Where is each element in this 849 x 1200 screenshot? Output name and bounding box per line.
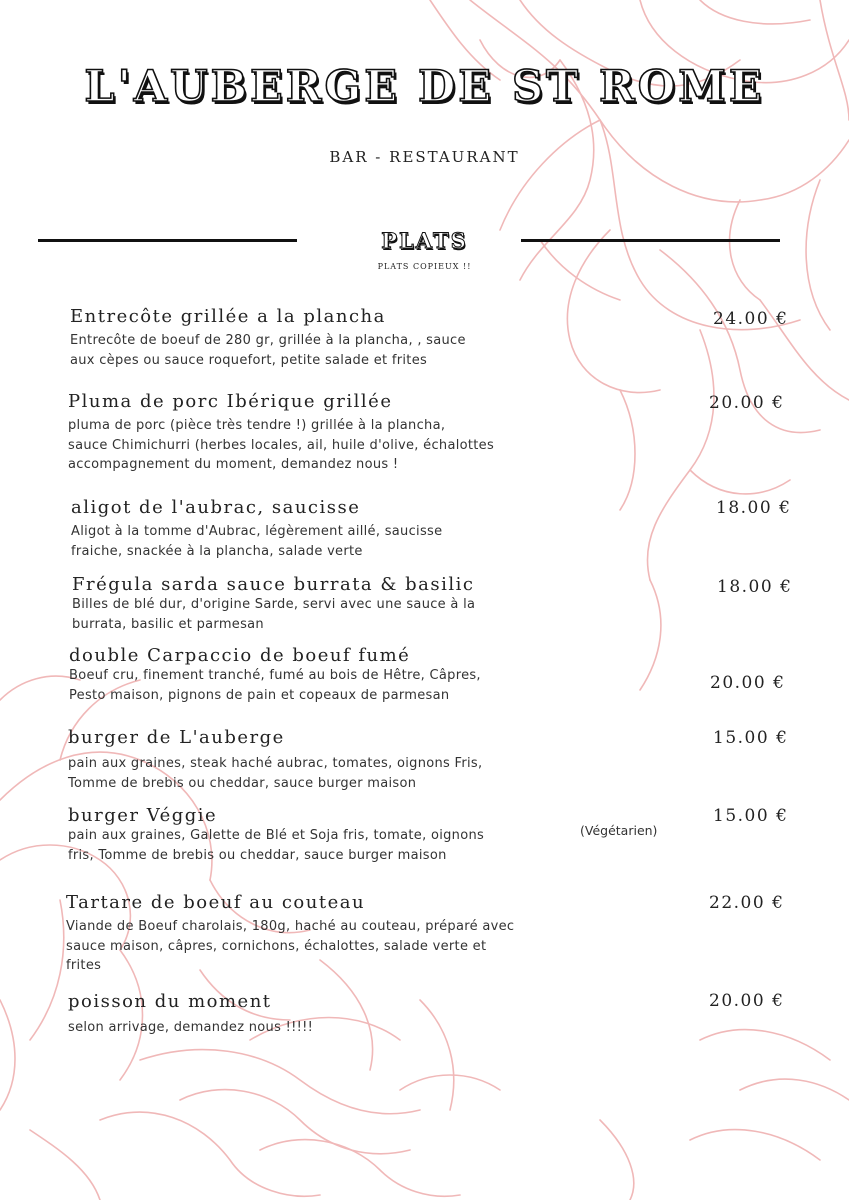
menu-item [71,497,442,561]
description-line: pluma de porc (pièce très tendre !) grillée à la plancha, [68,418,446,433]
description-line: sauce Chimichurri (herbes locales, ail, huile d'olive, échalottes [68,437,495,453]
dish-description [69,666,481,705]
dish-name: Entrecôte grillée a la plancha [70,306,386,327]
dish-price: 18.00 € [716,498,792,518]
menu-item [72,574,475,634]
dish-name: burger Véggie [68,805,218,826]
dish-price: 24.00 € [713,309,789,329]
dish-description [71,522,442,561]
dish-description [70,331,466,370]
section-subtitle: PLATS COPIEUX !! [377,262,472,271]
dish-price: 15.00 € [713,806,789,826]
description-line: aux cèpes ou sauce roquefort, petite salade et frites [70,352,428,368]
menu-item [69,645,481,705]
description-line: fraiche, snackée à la plancha, salade verte [71,543,363,559]
dish-price: 20.00 € [709,393,785,413]
dish-description [66,917,514,976]
restaurant-subtitle: BAR - RESTAURANT [329,148,520,166]
menu-item [68,805,484,865]
description-line: selon arrivage, demandez nous !!!!! [68,1020,314,1035]
menu-item [70,306,466,370]
dish-name: poisson du moment [68,991,272,1012]
description-line: Tomme de brebis ou cheddar, sauce burger maison [68,775,417,791]
dish-name: burger de L'auberge [68,727,285,748]
dish-description [68,754,482,793]
description-line: Boeuf cru, finement tranché, fumé au bois de Hêtre, Câpres, [69,668,481,683]
description-line: fris, Tomme de brebis ou cheddar, sauce burger maison [68,847,447,863]
menu-item [68,991,313,1038]
description-line: sauce maison, câpres, cornichons, échalottes, salade verte et [66,938,487,954]
description-line: accompagnement du moment, demandez nous ! [68,457,399,472]
description-line: Pesto maison, pignons de pain et copeaux de parmesan [69,687,450,703]
description-line: pain aux graines, steak haché aubrac, tomates, oignons Fris, [68,756,483,771]
description-line: Billes de blé dur, d'origine Sarde, servi avec une sauce à la [72,597,476,612]
dish-price: 18.00 € [717,577,793,597]
restaurant-name: L'AUBERGE DE ST ROME [84,62,765,112]
dish-description [68,416,494,475]
description-line: Entrecôte de boeuf de 280 gr, grillée à la plancha, , sauce [70,333,466,348]
description-line: burrata, basilic et parmesan [72,616,264,632]
dish-price: 20.00 € [709,991,785,1011]
description-line: pain aux graines, Galette de Blé et Soja fris, tomate, oignons [68,828,485,843]
section-title: PLATS [381,228,468,253]
dish-description [68,1018,313,1038]
dish-description [72,595,475,634]
dish-name: Pluma de porc Ibérique grillée [68,391,393,412]
description-line: Viande de Boeuf charolais, 180g, haché au couteau, préparé avec [66,919,515,934]
menu-item [66,892,514,976]
dish-price: 20.00 € [710,673,786,693]
dish-name: double Carpaccio de boeuf fumé [69,645,411,666]
vegetarian-tag: (Végétarien) [580,823,658,838]
dish-description [68,826,484,865]
dish-name: aligot de l'aubrac, saucisse [71,497,361,518]
dish-price: 15.00 € [713,728,789,748]
dish-name: Frégula sarda sauce burrata & basilic [72,574,475,595]
menu-item [68,727,482,793]
description-line: frites [66,958,102,973]
menu-item [68,391,494,475]
description-line: Aligot à la tomme d'Aubrac, légèrement aillé, saucisse [71,524,443,539]
dish-name: Tartare de boeuf au couteau [66,892,366,913]
dish-price: 22.00 € [709,893,785,913]
